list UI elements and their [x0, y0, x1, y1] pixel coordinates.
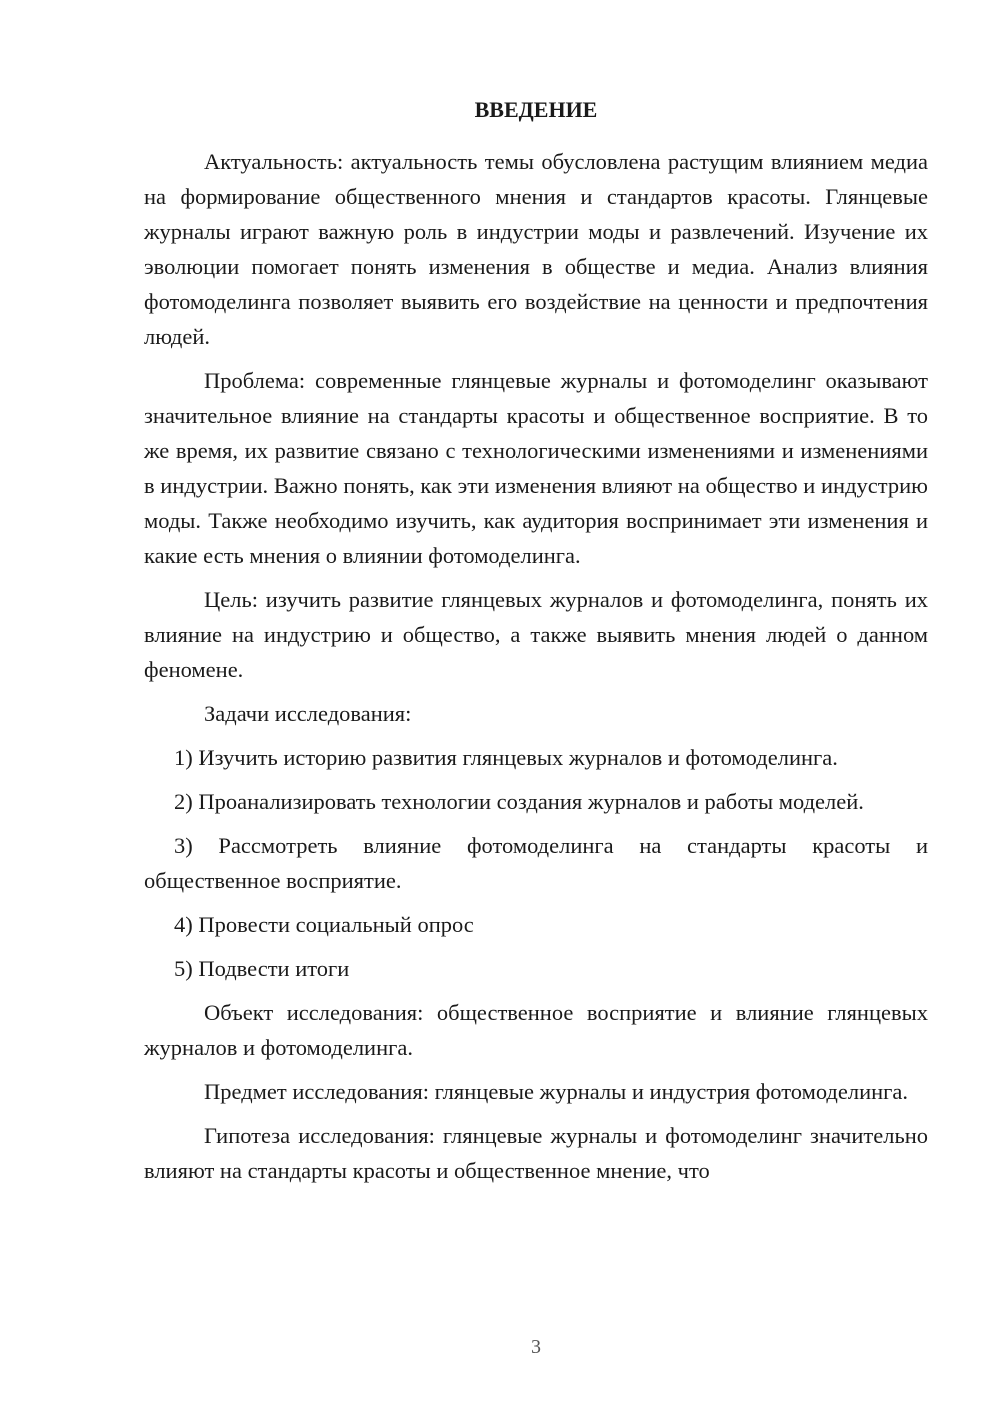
paragraph-goal: Цель: изучить развитие глянцевых журналов и фотомоделинга, понять их влияние на индустрию и общество, а также выявить мнения людей о данном феномене. [144, 587, 928, 682]
page-title: ВВЕДЕНИЕ [474, 97, 598, 122]
paragraph-relevance: Актуальность: актуальность темы обусловлена растущим влиянием медиа на формирование общественного мнения и стандартов красоты. Глянцевые журналы играют важную роль в индустрии моды и развлечений. Изучение их эволюции помогает понять изменения в обществе и медиа. Анализ влияния фотомоделинга позволяет выявить его воздействие на ценности и предпочтения людей. [144, 149, 928, 349]
page-number: 3 [531, 1336, 541, 1358]
tasks-heading: Задачи исследования: [204, 701, 412, 726]
document-page [144, 96, 928, 1197]
paragraph-hypothesis: Гипотеза исследования: глянцевые журналы и фотомоделинг значительно влияют на стандарты красоты и общественное мнение, что [144, 1123, 928, 1183]
task-item-4: 4) Провести социальный опрос [174, 912, 474, 937]
task-item-5: 5) Подвести итоги [174, 956, 350, 981]
paragraph-subject: Предмет исследования: глянцевые журналы и индустрия фотомоделинга. [204, 1079, 909, 1104]
task-item-1: 1) Изучить историю развития глянцевых журналов и фотомоделинга. [174, 745, 838, 770]
task-item-3: 3) Рассмотреть влияние фотомоделинга на стандарты красоты и общественное восприятие. [144, 833, 928, 893]
paragraph-object: Объект исследования: общественное восприятие и влияние глянцевых журналов и фотомоделинга. [144, 1000, 928, 1060]
paragraph-problem: Проблема: современные глянцевые журналы и фотомоделинг оказывают значительное влияние на стандарты красоты и общественное восприятие. В то же время, их развитие связано с технологическими изменениями и изменениями в индустрии. Важно понять, как эти изменения влияют на общество и индустрию моды. Также необходимо изучить, как аудитория воспринимает эти изменения и какие есть мнения о влиянии фотомоделинга. [144, 368, 928, 568]
task-item-2: 2) Проанализировать технологии создания журналов и работы моделей. [174, 789, 864, 814]
